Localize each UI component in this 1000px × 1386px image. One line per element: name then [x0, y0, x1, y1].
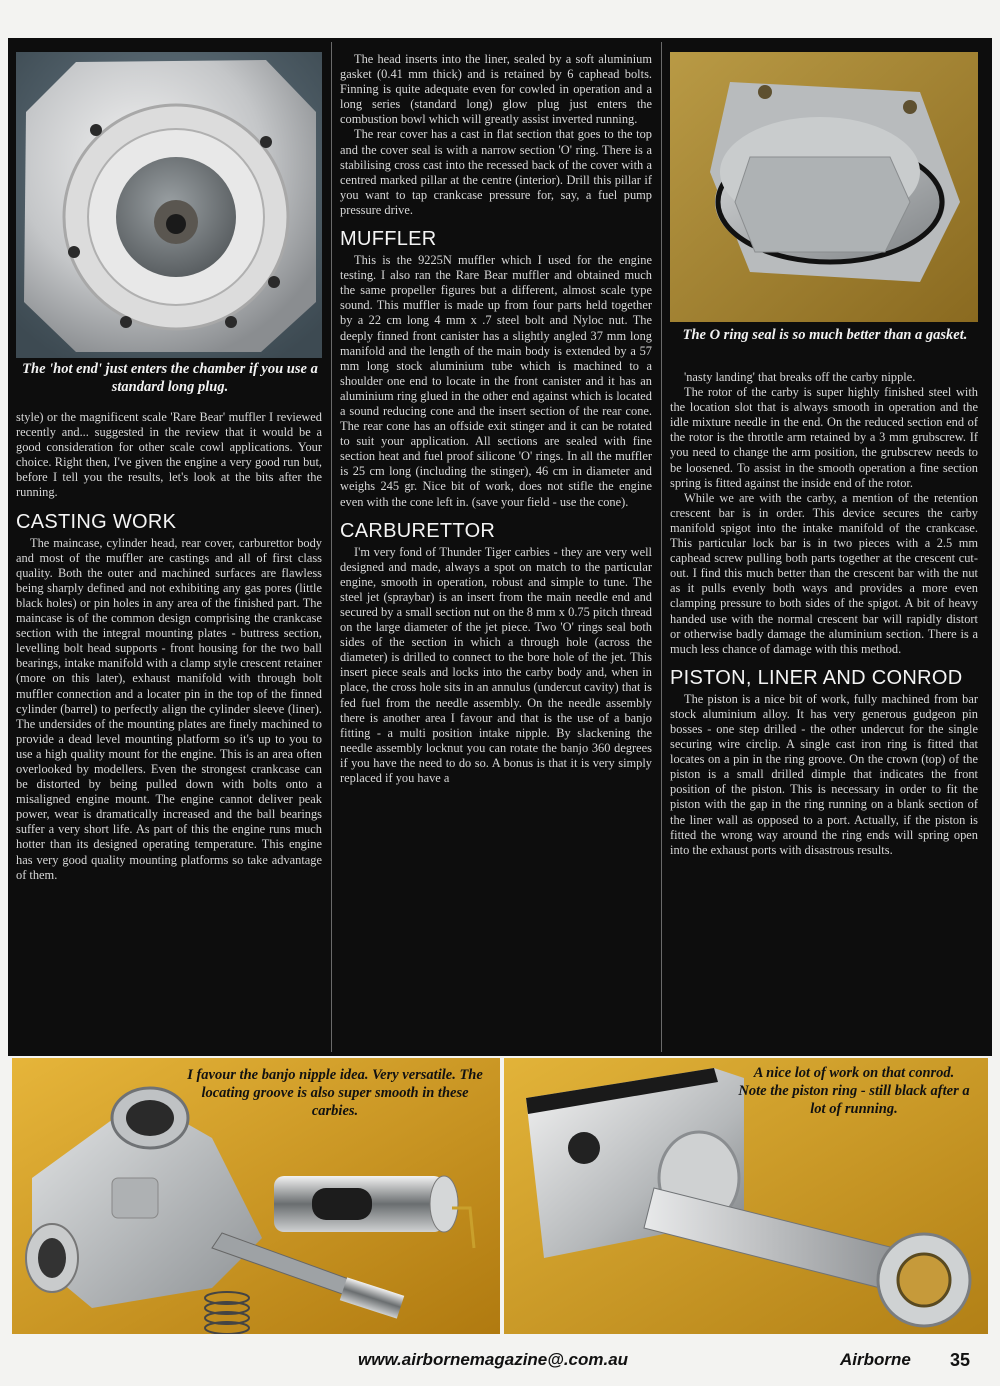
col1-intro: style) or the magnificent scale 'Rare Bear' muffler I reviewed recently and... suggested in the review that it would be a good consideration for other scale cowl applications. Your choice. Right then, I've given the engine a very good run but, before I tell you the results, let's look at the bits after the running.: [16, 410, 322, 500]
col3-rotor: The rotor of the carby is super highly finished steel with the location slot that is always smooth in operation and the idle mixture needle in the end. On the reduced section end of the rotor is the throttle arm retained by a 3 mm grubscrew. If you need to change the arm position, the grubscrew needs to be loosened. To assist in the smooth operation a fine section spring is fitted against the inside end of the rotor.: [670, 385, 978, 490]
rear-cover-photo: [670, 52, 978, 322]
col2-muffler-body: This is the 9225N muffler which I used for the engine testing. I also ran the Rare Bear muffler and obtained much the same propeller figures but a different, almost scale type sound. This muffler is made up from four parts held together by a 22 cm long 4 mm x .7 steel bolt and Nyloc nut. The deeply finned front canister has a slightly angled 37 mm long manifold and the length of the main body is extended by a 57 mm long stock aluminium tube which is machined to a shoulder one end to locate in the front canister and it has an aluminium ring glued in the other end against which is located a sound reducing cone and the insert section of the rear cone. The rear cone has an offside exit stinger and it can be rotated to suit your application. All sections are sealed with fine section heat and fuel proof silicone 'O' rings. In all the muffler is 25 cm long (including the stinger), 46 cm in diameter and weighs 245 gr. Nice bit of work, does not stifle the engine even with the cone left in. (save your field - use the cone).: [340, 253, 652, 509]
magazine-name: Airborne: [840, 1350, 911, 1369]
photo1-caption: The 'hot end' just enters the chamber if you use a standard long plug.: [22, 361, 318, 395]
col3-nasty-landing: 'nasty landing' that breaks off the carby nipple.: [684, 370, 916, 384]
muffler-heading: MUFFLER: [340, 228, 437, 251]
cylinder-head-photo: [16, 52, 322, 358]
page-number: 35: [950, 1350, 971, 1370]
column-divider-2: [661, 42, 662, 1052]
col1-casting-body: The maincase, cylinder head, rear cover, carburettor body and most of the muffler are castings and all of first class quality. Both the outer and machined surfaces are flawless being sharply defined and not exhibiting any gas pores (little black holes) or pin holes in any area of the finished part. The maincase is of the common design comprising the crankcase section with the integral mounting plates - buttress section, levelling bolt head supports - front housing for the two ball bearings, intake manifold with a clamp style crescent retainer (more on this later), exhaust manifold with through bolt muffler connection and a locater pin in the top of the finned cylinder (barrel) to perfectly align the cylinder sleeve (liner). The undersides of the mounting plates are finely machined to provide a dead level mounting platform so it's up to you to use a high quality mount for the engine. This is an area often overlooked by modellers. Even the strongest crankcase can be distorted by being pulled down with bolts onto a misaligned engine mount. The engine cannot deliver peak power, wear is dramatically increased and the ball bearings suffer a very short life. As part of this the engine runs much hotter than its designed operating temperature. This engine has very good quality mounting platforms so take advantage of them.: [16, 535, 322, 882]
carburettor-heading: CARBURETTOR: [340, 519, 496, 542]
column-2: [340, 52, 652, 786]
column-1: [16, 410, 322, 883]
website-url[interactable]: www.airbornemagazine@.com.au: [358, 1350, 629, 1369]
col3-piston-body: The piston is a nice bit of work, fully machined from bar stock aluminium alloy. It has very generous gudgeon pin bosses - one step drilled - the other undercut for the single securing wire circlip. A single cast iron ring is fitted that locates on a pin in the ring groove. On the crown (top) of the piston is a small drilled dimple that indicates the front position of the piston. This is necessary in order to fit the piston with the gap in the ring running on a blank section of the liner wall as opposed to a port. Actually, if the piston is fitted the wrong way around the ring ends will spring open into the exhaust ports with disastrous results.: [670, 691, 978, 857]
col2-carburettor-body: I'm very fond of Thunder Tiger carbies - they are very well designed and made, always a spot on match to the particular engine, smooth in operation, robust and simple to tune. The steel jet (spraybar) is an insert from the main needle end and secured by a small section nut on the 8 mm x 0.75 pitch thread on the large diameter of the jet piece. Two 'O' rings seal both sides of the section in which a through hole (across the diameter) is drilled to connect to the bore hole of the jet. This insert piece seals and locks into the carby body and, when in place, the cross hole sits in an annulus (undercut cavity) that is fed fuel from the needle assembly. On the needle assembly there is another area I favour and that is the use of a banjo fitting - a multi position intake nipple. By slackening the needle assembly locknut you can rotate the banjo 360 degrees if you have the need to do so. A bonus is that it is very simply replaced if you have a: [340, 544, 652, 786]
photo4-caption: A nice lot of work on that conrod. Note the piston ring - still black after a lot of running.: [738, 1065, 970, 1117]
piston-liner-conrod-heading: PISTON, LINER AND CONROD: [670, 666, 963, 689]
casting-work-heading: CASTING WORK: [16, 510, 177, 533]
photo2-caption: The O ring seal is so much better than a gasket.: [682, 327, 968, 343]
col2-head-inserts: The head inserts into the liner, sealed by a soft aluminium gasket (0.41 mm thick) and is retained by 6 caphead bolts. Finning is quite adequate even for cowled in operation and a long series (standard long) glow plug just enters the combustion bowl which will greatly assist inverted running.: [340, 52, 652, 127]
col3-crescent-bar: While we are with the carby, a mention of the retention crescent bar is in order. This device secures the carby manifold spigot into the intake manifold of the crankcase. This particular lock bar is in two pieces with a 2.5 mm caphead screw pulling both parts together at the crescent cut-out. I find this much better than the crescent bar with the nut as it pulls evenly both ways and provides a more even clamping pressure to both sides of the spigot. A bit of heavy handed use with the normal crescent bar will rapidly distort or otherwise badly damage the aluminium section. There is a much less chance of damage with this method.: [670, 490, 978, 656]
photo3-caption: I favour the banjo nipple idea. Very versatile. The locating groove is also super smooth in these carbies.: [187, 1067, 483, 1119]
column-divider-1: [331, 42, 332, 1052]
column-3: [670, 370, 978, 858]
col2-rear-cover: The rear cover has a cast in flat section that goes to the top and the cover seal is with a narrow section 'O' ring. There is a stabilising cross cast into the recessed back of the cover with a centred marked pillar at the centre (interior). Drill this pillar if you want to tap crankcase pressure for, say, a fuel pump pressure drive.: [340, 127, 652, 217]
